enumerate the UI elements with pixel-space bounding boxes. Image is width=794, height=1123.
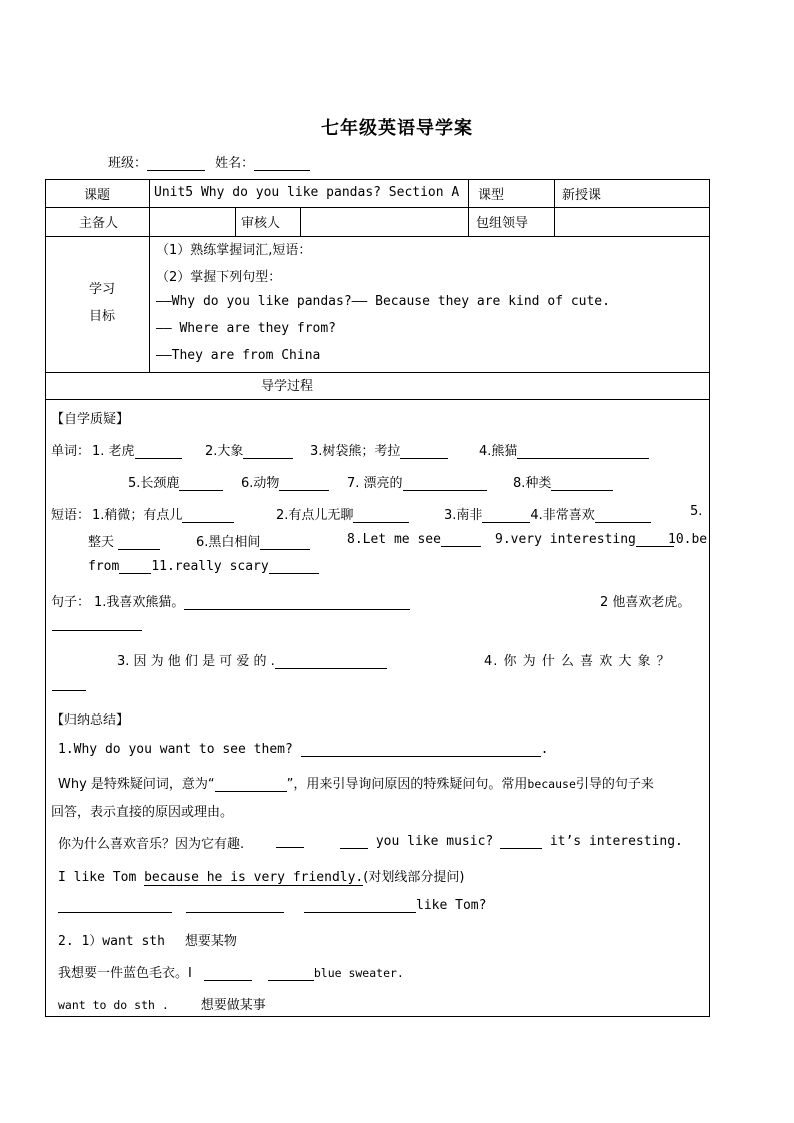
want-sth: 2. 1）want sth [58,934,165,949]
phrase-item: from [88,559,120,574]
word-item: 1. 老虎 [92,444,135,459]
word-item: 5.长颈鹿 [128,476,180,491]
page-title: 七年级英语导学案 [321,118,473,139]
goals-label-line1: 学习 [89,282,116,297]
answer-blank[interactable] [179,477,223,491]
answer-blank[interactable] [517,445,649,459]
goals-label-line2: 目标 [89,309,116,324]
answer-blank[interactable] [500,835,542,849]
answer-blank[interactable] [482,509,530,523]
answer-blank[interactable] [276,834,304,848]
sentence-item: 4. 你 为 什 么 喜 欢 大 象 ？ [484,654,671,669]
preparer-label: 主备人 [79,216,119,231]
answer-blank[interactable] [118,536,160,550]
answer-blank[interactable] [215,778,287,792]
answer-blank[interactable] [403,477,487,491]
word-item: 4.熊猫 [479,444,518,459]
tom-prefix: I like Tom [58,870,137,885]
phrase-item: 9.very interesting [495,532,636,547]
want-to-do: want to do sth . [58,998,169,1012]
word-item: 2.大象 [205,444,244,459]
word-item: 3.树袋熊；考拉 [310,444,401,459]
summary-heading: 【归纳总结】 [51,713,130,728]
phrase-item: 5. [690,504,703,519]
why-explanation-line2: 回答，表示直接的原因或理由。 [51,805,234,820]
phrase-item: 4.非常喜欢 [530,508,595,523]
goal-item: （2）掌握下列句型： [156,270,282,285]
lesson-type-value: 新授课 [562,188,602,203]
phrase-item: 10.be [668,532,708,547]
answer-blank[interactable] [301,743,541,757]
answer-blank[interactable] [595,509,651,523]
music-cn: 你为什么喜欢音乐？因为它有趣. [58,837,245,852]
word-item: 8.种类 [513,476,552,491]
answer-blank[interactable] [184,596,410,610]
name-blank[interactable] [254,157,310,171]
music-en-2: it’s interesting. [549,834,683,849]
answer-blank[interactable] [243,445,293,459]
phrase-item: 3.南非 [444,508,483,523]
answer-blank[interactable] [275,655,387,669]
name-label: 姓名： [215,156,255,171]
lesson-type-label: 课型 [478,188,505,203]
phrase-item: 11.really scary [151,559,269,574]
tom-suffix: like Tom? [416,898,487,913]
answer-blank[interactable] [279,477,329,491]
answer-blank[interactable] [58,899,172,913]
answer-blank[interactable] [340,835,368,849]
want-to-do-cn: 想要做某事 [200,998,266,1013]
phrases-label: 短语： [51,508,91,523]
goal-item: —— Where are they from? [156,321,337,336]
answer-blank[interactable] [186,899,284,913]
answer-blank[interactable] [119,560,151,574]
period: . [540,742,549,757]
answer-blank[interactable] [353,509,409,523]
class-label: 班级： [108,156,148,171]
phrase-item: 整天 [88,535,115,550]
answer-blank[interactable] [135,445,182,459]
answer-blank[interactable] [52,677,86,691]
answer-blank[interactable] [441,533,481,547]
want-sth-cn: 想要某物 [184,934,237,949]
sentence-item: 1.我喜欢熊猫。 [94,595,185,610]
word-item: 6.动物 [241,476,280,491]
answer-blank[interactable] [304,899,416,913]
answer-blank[interactable] [52,617,142,631]
why-explanation: 引导的句子来 [575,777,654,792]
answer-blank[interactable] [551,477,613,491]
answer-blank[interactable] [260,536,310,550]
reviewer-label: 审核人 [241,216,281,231]
question-1: 1.Why do you want to see them? [58,742,293,757]
answer-blank[interactable] [182,509,234,523]
words-label: 单词： [51,444,91,459]
sweater-cn: 我想要一件蓝色毛衣。I [58,966,192,981]
phrase-item: 8.Let me see [347,532,441,547]
phrase-item: 1.稍微；有点儿 [92,508,183,523]
why-explanation: Why 是特殊疑问词，意为“ [58,777,215,792]
answer-blank[interactable] [269,560,319,574]
answer-blank[interactable] [204,967,252,981]
answer-blank[interactable] [268,967,314,981]
goal-item: ——Why do you like pandas?—— Because they are kind of cute. [156,294,610,309]
music-en-1: you like music? [375,834,494,849]
word-item: 7. 漂亮的 [347,476,403,491]
topic-label: 课题 [84,188,111,203]
tom-note: (对划线部分提问) [363,870,465,885]
sentences-label: 句子： [51,595,91,610]
topic-value: Unit5 Why do you like pandas? Section A [154,185,460,200]
goal-item: （1）熟练掌握词汇,短语： [156,243,312,258]
goal-item: ——They are from China [156,348,321,363]
group-leader-label: 包组领导 [476,216,529,231]
class-blank[interactable] [147,157,205,171]
class-name-line [108,152,310,171]
tom-underlined: because he is very friendly. [144,870,364,885]
sentence-item: 2 他喜欢老虎。 [600,595,691,610]
phrase-item: 2.有点儿无聊 [276,508,354,523]
sweater-en: blue sweater. [313,966,404,980]
why-because: because [527,777,576,791]
phrase-item: 6.黑白相间 [196,535,261,550]
process-header: 导学过程 [261,379,314,394]
answer-blank[interactable] [400,445,448,459]
why-explanation: ”，用来引导询问原因的特殊疑问句。常用 [286,777,528,792]
self-study-heading: 【自学质疑】 [51,412,130,427]
sentence-item: 3. 因 为 他 们 是 可 爱 的 . [117,654,275,669]
